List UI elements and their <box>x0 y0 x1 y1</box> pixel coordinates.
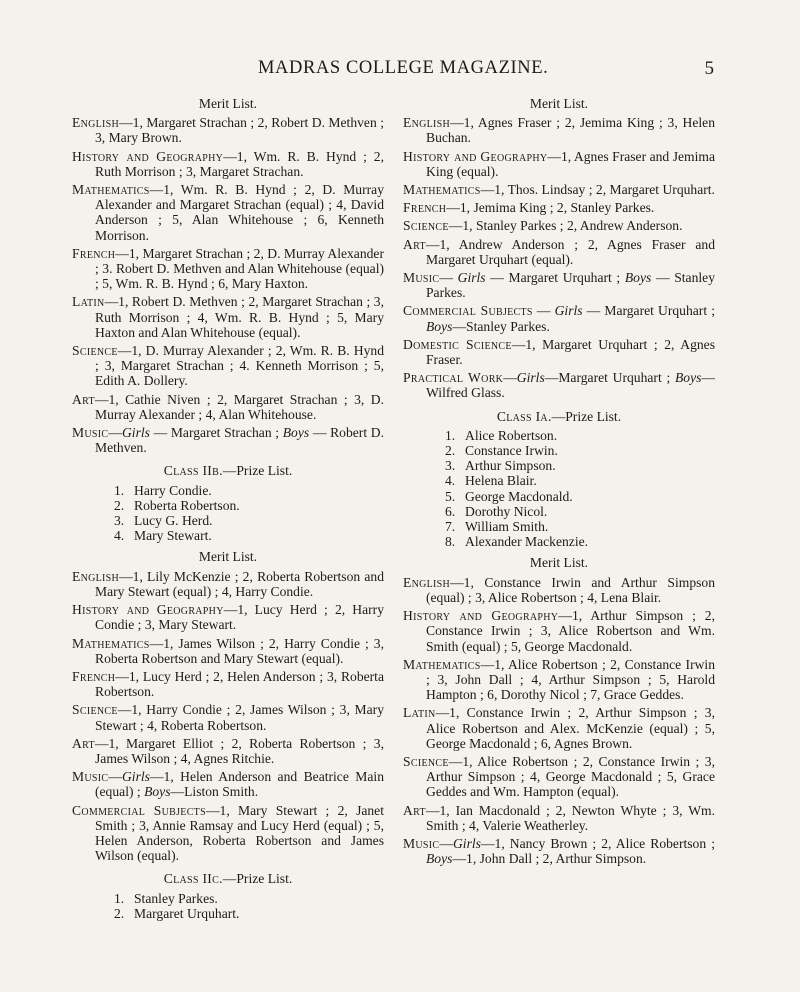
prize-name: Alexander Mackenzie. <box>465 534 589 550</box>
merit-entry <box>72 769 384 799</box>
entry-text: — <box>108 769 122 785</box>
subject-label: Commercial Subjects <box>72 802 206 818</box>
entry-text: — <box>503 370 517 386</box>
prize-item <box>445 504 715 519</box>
running-head <box>0 58 800 82</box>
subject-label: Commercial Subjects <box>403 303 533 319</box>
subject-label: Science <box>403 218 449 234</box>
merit-entry <box>72 669 384 699</box>
merit-entry <box>72 425 384 455</box>
subject-label: English <box>72 568 120 584</box>
subject-label: History and Geography <box>72 148 224 164</box>
group-label: Boys <box>144 784 171 800</box>
prize-name: Stanley Parkes. <box>134 890 218 906</box>
prize-item <box>114 891 384 906</box>
prize-name: George Macdonald. <box>465 488 573 504</box>
prize-item <box>114 498 384 513</box>
prize-rank: 1. <box>114 890 125 906</box>
entry-text: —1, Andrew Anderson ; 2, Agnes Fraser and Margaret Urquhart (equal). <box>425 236 715 267</box>
entry-text: —Wilfred Glass. <box>426 370 715 401</box>
subject-label: Music <box>72 425 109 441</box>
prize-rank: 2. <box>114 497 125 513</box>
group-label: Girls <box>452 835 481 851</box>
entry-text: —1, Stanley Parkes ; 2, Andrew Anderson. <box>448 218 683 234</box>
prize-item <box>445 534 715 549</box>
prize-item <box>114 513 384 528</box>
merit-entry <box>72 702 384 732</box>
group-label: Girls <box>554 303 583 319</box>
left-column <box>72 96 384 927</box>
subject-label: Music <box>403 835 440 851</box>
prize-rank: 4. <box>114 528 125 544</box>
entry-text: —1, James Wilson ; 2, Harry Condie ; 3, Roberta Robertson and Mary Stewart (equal). <box>95 635 384 666</box>
prize-name: Alice Robertson. <box>465 427 558 443</box>
entry-text: — <box>532 303 555 319</box>
merit-entry <box>72 115 384 145</box>
entry-text: —Margaret Urquhart ; <box>544 370 675 386</box>
page-number: 5 <box>704 58 714 79</box>
entry-text: —1, Wm. R. B. Hynd ; 2, Ruth Morrison ; 3, Margaret Strachan. <box>95 148 384 179</box>
entry-text: —Stanley Parkes. <box>452 318 550 334</box>
group-label: Girls <box>457 270 486 286</box>
merit-entry <box>72 246 384 292</box>
subject-label: French <box>72 668 116 684</box>
entry-text: —1, Alice Robertson ; 2, Constance Irwin ; 3, Arthur Simpson ; 4, George Macdonald ; 5, Grace Geddes and Wm. Hampton (equal). <box>426 753 715 800</box>
subject-label: Music <box>403 270 440 286</box>
entry-text: —1, Lucy Herd ; 2, Helen Anderson ; 3, Roberta Robertson. <box>95 668 384 700</box>
merit-entry <box>72 182 384 243</box>
subject-label: Art <box>72 391 95 407</box>
merit-entry <box>403 575 715 605</box>
merit-entry <box>72 343 384 389</box>
prize-rank: 5. <box>445 488 456 504</box>
merit-entry <box>403 237 715 267</box>
subject-label: Latin <box>403 705 436 721</box>
entry-text: — <box>108 425 122 441</box>
merit-list-heading: Merit List. <box>529 96 589 111</box>
prize-rank: 3. <box>445 458 456 474</box>
subject-label: Mathematics <box>72 182 150 198</box>
entry-text: — Margaret Urquhart ; <box>582 303 715 319</box>
magazine-title: MADRAS COLLEGE MAGAZINE. <box>258 58 549 78</box>
entry-text: — <box>439 270 458 286</box>
entry-text: —1, Margaret Elliot ; 2, Roberta Robertson ; 3, James Wilson ; 4, Agnes Ritchie. <box>94 735 384 766</box>
merit-entry <box>72 736 384 766</box>
subject-label: Art <box>403 802 426 818</box>
entry-text: —1, Wm. R. B. Hynd ; 2, D. Murray Alexander and Margaret Strachan (equal) ; 4, David Anderson ; 5, Alan Whitehouse ; 6, Kenneth Morrison. <box>95 182 384 243</box>
entry-text: — Margaret Urquhart ; <box>485 270 625 286</box>
subject-label: Mathematics <box>403 182 481 198</box>
merit-entry <box>403 149 715 179</box>
entry-text: —Liston Smith. <box>170 784 259 800</box>
class-ia-prize-heading: Class Ia.—Prize List. <box>496 408 622 424</box>
class-iib-merit-list <box>72 569 384 864</box>
prize-name: Mary Stewart. <box>134 528 212 544</box>
subject-label: Science <box>72 702 118 718</box>
prize-name: William Smith. <box>465 519 549 535</box>
merit-entry <box>72 294 384 340</box>
merit-list <box>72 115 384 455</box>
entry-text: —1, Harry Condie ; 2, James Wilson ; 3, Mary Stewart ; 4, Roberta Robertson. <box>95 702 384 733</box>
class-iib-merit-heading: Merit List. <box>198 549 258 565</box>
prize-name: Helena Blair. <box>465 473 537 489</box>
class-ia-merit-list <box>403 575 715 867</box>
prize-item <box>114 528 384 543</box>
merit-list <box>403 115 715 400</box>
prize-name: Margaret Urquhart. <box>134 905 240 921</box>
merit-entry <box>403 657 715 703</box>
prize-name: Lucy G. Herd. <box>134 513 213 529</box>
entry-text: —1, Margaret Strachan ; 2, Robert D. Methven ; 3, Mary Brown. <box>95 115 384 146</box>
prize-item <box>445 489 715 504</box>
entry-text: — Robert D. Methven. <box>95 425 384 456</box>
prize-rank: 1. <box>445 427 456 443</box>
prize-rank: 4. <box>445 473 456 489</box>
entry-text: —1, Constance Irwin and Arthur Simpson (equal) ; 3, Alice Robertson ; 4, Lena Blair. <box>426 574 715 605</box>
group-label: Girls <box>121 769 150 785</box>
class-ia-merit-heading: Merit List. <box>529 555 589 571</box>
entry-text: —1, Ian Macdonald ; 2, Newton Whyte ; 3, Wm. Smith ; 4, Valerie Weatherley. <box>425 802 715 833</box>
merit-entry <box>72 149 384 179</box>
prize-item <box>445 443 715 458</box>
entry-text: —1, John Dall ; 2, Arthur Simpson. <box>452 851 647 867</box>
merit-entry <box>403 218 715 233</box>
merit-entry <box>403 705 715 751</box>
subject-label: Art <box>72 735 95 751</box>
prize-name: Arthur Simpson. <box>465 458 556 474</box>
subject-label: Domestic Science <box>403 336 512 352</box>
entry-text: —1, Agnes Fraser and Jemima King (equal). <box>426 148 715 179</box>
merit-entry <box>403 836 715 866</box>
subject-label: Science <box>72 343 118 359</box>
entry-text: —1, Alice Robertson ; 2, Constance Irwin ; 3, John Dall ; 4, Arthur Simpson ; 5, Harold Hampton ; 6, Dorothy Nicol ; 7, Grace Geddes. <box>426 656 715 703</box>
merit-entry <box>403 270 715 300</box>
group-label: Boys <box>426 851 453 867</box>
subject-label: English <box>72 115 120 131</box>
merit-entry <box>72 392 384 422</box>
prize-rank: 8. <box>445 534 456 550</box>
subject-label: Latin <box>72 294 105 310</box>
entry-text: —1, Nancy Brown ; 2, Alice Robertson ; <box>480 835 715 851</box>
class-ia-prize-list <box>445 428 715 550</box>
subject-label: Music <box>72 769 109 785</box>
merit-entry <box>72 803 384 864</box>
merit-entry <box>403 182 715 197</box>
merit-entry <box>403 337 715 367</box>
prize-item <box>445 473 715 488</box>
prize-rank: 7. <box>445 519 456 535</box>
entry-text: —1, D. Murray Alexander ; 2, Wm. R. B. Hynd ; 3, Margaret Strachan ; 4. Kenneth Morrison ; 5, Edith A. Dollery. <box>95 343 384 389</box>
subject-label: English <box>403 115 451 131</box>
group-label: Girls <box>516 370 545 386</box>
entry-text: —1, Lily McKenzie ; 2, Roberta Robertson and Mary Stewart (equal) ; 4, Harry Condie. <box>95 568 384 599</box>
subject-label: History and Geography <box>72 602 224 618</box>
entry-text: — Margaret Strachan ; <box>149 425 283 441</box>
merit-entry <box>403 303 715 333</box>
merit-entry <box>403 754 715 800</box>
merit-entry <box>403 200 715 215</box>
prize-name: Constance Irwin. <box>465 443 558 459</box>
group-label: Boys <box>674 370 702 386</box>
merit-entry <box>72 636 384 666</box>
entry-text: —1, Cathie Niven ; 2, Margaret Strachan ; 3, D. Murray Alexander ; 4, Alan Whitehouse. <box>94 391 384 422</box>
entry-text: —1, Constance Irwin ; 2, Arthur Simpson ; 3, Alice Robertson and Alex. McKenzie (equal) ; 5, George Macdonald ; 6, Agnes Brown. <box>426 705 715 751</box>
subject-label: History and Geography <box>403 148 548 164</box>
class-iic-prize-heading: Class IIc.—Prize List. <box>163 871 293 887</box>
subject-label: Mathematics <box>403 656 481 672</box>
merit-entry <box>72 602 384 632</box>
entry-text: — <box>439 835 453 851</box>
prize-rank: 3. <box>114 513 125 529</box>
subject-label: Practical Work <box>403 370 504 386</box>
subject-label: Mathematics <box>72 635 150 651</box>
merit-entry <box>403 608 715 654</box>
merit-entry <box>403 370 715 400</box>
entry-text: — Stanley Parkes. <box>426 270 715 301</box>
prize-rank: 2. <box>114 905 125 921</box>
subject-label: French <box>403 200 447 216</box>
entry-text: —1, Arthur Simpson ; 2, Constance Irwin ; 3, Alice Robertson and Wm. Smith (equal) ; 5, George Macdonald. <box>426 608 715 654</box>
prize-name: Dorothy Nicol. <box>465 503 548 519</box>
entry-text: —1, Thos. Lindsay ; 2, Margaret Urquhart. <box>480 182 715 198</box>
subject-label: Art <box>403 236 426 252</box>
entry-text: —1, Margaret Strachan ; 2, D. Murray Alexander ; 3. Robert D. Methven and Alan Whitehouse (equal) ; 5, Wm. R. B. Hynd ; 6, Mary Haxton. <box>95 245 384 292</box>
subject-label: English <box>403 574 451 590</box>
entry-text: —1, Jemima King ; 2, Stanley Parkes. <box>446 200 655 216</box>
merit-entry <box>403 115 715 145</box>
entry-text: —1, Agnes Fraser ; 2, Jemima King ; 3, Helen Buchan. <box>426 115 715 146</box>
group-label: Boys <box>624 270 652 286</box>
prize-item <box>445 458 715 473</box>
subject-label: French <box>72 245 116 261</box>
merit-list-heading: Merit List. <box>198 96 258 111</box>
prize-item <box>445 428 715 443</box>
class-iib-prize-list <box>114 483 384 544</box>
group-label: Boys <box>282 425 310 441</box>
merit-entry <box>72 569 384 599</box>
prize-rank: 2. <box>445 443 456 459</box>
prize-name: Harry Condie. <box>134 482 212 498</box>
merit-entry <box>403 803 715 833</box>
entry-text: —1, Lucy Herd ; 2, Harry Condie ; 3, Mary Stewart. <box>95 602 384 633</box>
class-iic-prize-list <box>114 891 384 921</box>
entry-text: —1, Margaret Urquhart ; 2, Agnes Fraser. <box>426 336 715 368</box>
entry-text: —1, Mary Stewart ; 2, Janet Smith ; 3, Annie Ramsay and Lucy Herd (equal) ; 5, Helen Anderson, Roberta Robertson and James Wilson (equal). <box>95 802 384 864</box>
entry-text: —1, Helen Anderson and Beatrice Main (equal) ; <box>95 769 384 800</box>
prize-item <box>114 483 384 498</box>
subject-label: History and Geography <box>403 608 559 624</box>
entry-text: —1, Robert D. Methven ; 2, Margaret Strachan ; 3, Ruth Morrison ; 4, Wm. R. B. Hynd ; 5, Mary Haxton and Alan Whitehouse (equal). <box>95 294 384 340</box>
class-iib-prize-heading: Class IIb.—Prize List. <box>163 463 293 479</box>
subject-label: Science <box>403 753 449 769</box>
prize-item <box>114 906 384 921</box>
prize-name: Roberta Robertson. <box>134 497 240 513</box>
prize-rank: 1. <box>114 482 125 498</box>
prize-rank: 6. <box>445 503 456 519</box>
group-label: Girls <box>121 425 150 441</box>
right-column <box>403 96 715 869</box>
prize-item <box>445 519 715 534</box>
group-label: Boys <box>426 318 453 334</box>
